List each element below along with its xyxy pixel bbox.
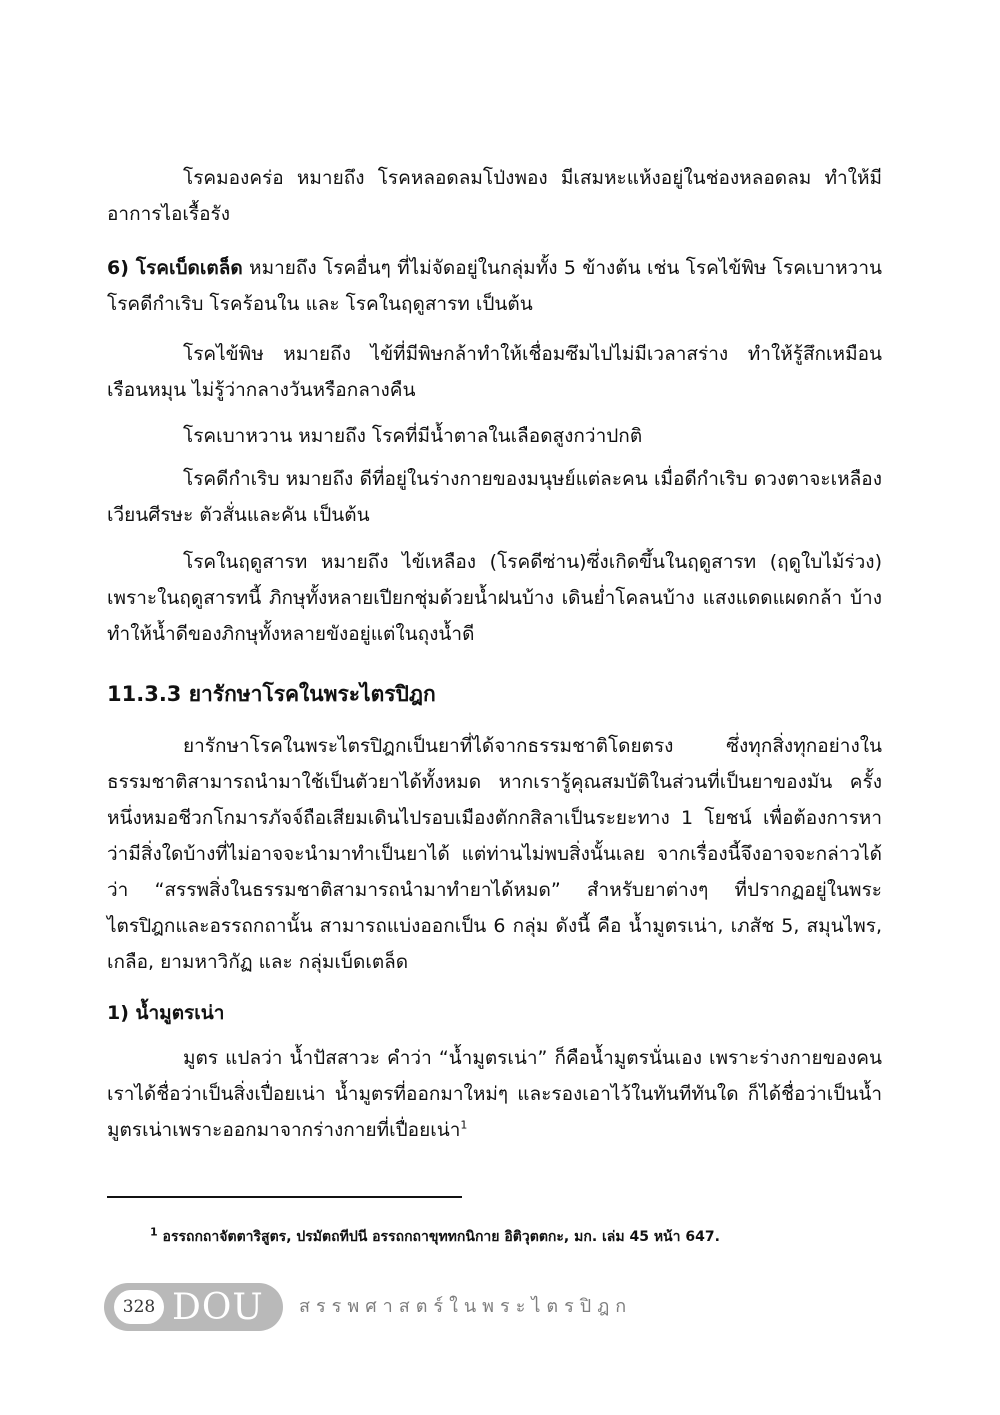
footnote: [150, 1226, 870, 1248]
footnote-marker: 1: [150, 1225, 158, 1239]
paragraph-diabetes: โรคเบาหวาน หมายถึง โรคที่มีน้ำตาลในเลือดสูงกว่าปกติ: [183, 425, 643, 447]
page-number: 328: [114, 1290, 164, 1324]
footnote-reference: 1: [460, 1118, 468, 1132]
paragraph-toxic-fever: โรคไข้พิษ หมายถึง ไข้ที่มีพิษกล้าทำให้เชื่อมซึมไปไม่มีเวลาสร่าง ทำให้รู้สึกเหมือนเรือนหมุน ไม่รู้ว่ากลางวันหรือกลางคืน: [107, 343, 882, 401]
paragraph-bile-disorder: โรคดีกำเริบ หมายถึง ดีที่อยู่ในร่างกายของมนุษย์แต่ละคน เมื่อดีกำเริบ ดวงตาจะเหลืองเวียนศีรษะ ตัวสั่นและคัน เป็นต้น: [107, 468, 882, 526]
misc-diseases-label: 6) โรคเบ็ดเตล็ด: [107, 257, 243, 279]
paragraph-misc-diseases: [107, 250, 882, 322]
paragraph-bronchiectasis: โรคมองคร่อ หมายถึง โรคหลอดลมโป่งพอง มีเสมหะแห้งอยู่ในช่องหลอดลม ทำให้มีอาการไอเรื้อรัง: [107, 167, 882, 225]
book-title: สรรพศาสตร์ในพระไตรปิฎก: [299, 1296, 633, 1317]
footnote-divider: [107, 1196, 462, 1198]
paragraph-autumn-disease: โรคในฤดูสารท หมายถึง ไข้เหลือง (โรคดีซ่าน)ซึ่งเกิดขึ้นในฤดูสารท (ฤดูใบไม้ร่วง) เพราะในฤดูสารทนี้ ภิกษุทั้งหลายเปียกชุ่มด้วยน้ำฝนบ้าง เดินย่ำโคลนบ้าง แสงแดดแผดกล้า บ้าง ทำให้น้ำดีของภิกษุทั้งหลายขังอยู่แต่ในถุงน้ำดี: [107, 551, 882, 645]
footnote-text: อรรถกถาจัตตาริสูตร, ปรมัตถทีปนี อรรถกถาขุททกนิกาย อิติวุตตกะ, มก. เล่ม 45 หน้า 647.: [157, 1229, 720, 1245]
section-heading: 11.3.3 ยารักษาโรคในพระไตรปิฎก: [107, 682, 436, 706]
dou-logo: DOU: [172, 1287, 264, 1328]
sub-heading-fermented-urine: 1) น้ำมูตรเน่า: [107, 1002, 225, 1024]
fermented-urine-text: มูตร แปลว่า น้ำปัสสาวะ คำว่า “น้ำมูตรเน่า” ก็คือน้ำมูตรนั่นเอง เพราะร่างกายของคนเราได้ชื่อว่าเป็นสิ่งเปื่อยเน่า น้ำมูตรที่ออกมาใหม่ๆ และรองเอาไว้ในทันทีทันใด ก็ได้ชื่อว่าเป็นน้ำมูตรเน่าเพราะออกมาจากร่างกายที่เปื่อยเน่า: [107, 1047, 882, 1141]
paragraph-medicines-intro: ยารักษาโรคในพระไตรปิฎกเป็นยาที่ได้จากธรรมชาติโดยตรง ซึ่งทุกสิ่งทุกอย่างในธรรมชาติสามารถนำมาใช้เป็นตัวยาได้ทั้งหมด หากเรารู้คุณสมบัติในส่วนที่เป็นยาของมัน ครั้งหนึ่งหมอชีวกโกมารภัจจ์ถือเสียมเดินไปรอบเมืองตักกสิลาเป็นระยะทาง 1 โยชน์ เพื่อต้องการหาว่ามีสิ่งใดบ้างที่ไม่อาจจะนำมาทำเป็นยาได้ แต่ท่านไม่พบสิ่งนั้นเลย จากเรื่องนี้จึงอาจจะกล่าวได้ว่า “สรรพสิ่งในธรรมชาติสามารถนำมาทำยาได้หมด” สำหรับยาต่างๆ ที่ปรากฏอยู่ในพระไตรปิฎกและอรรถกถานั้น สามารถแบ่งออกเป็น 6 กลุ่ม ดังนี้ คือ น้ำมูตรเน่า, เภสัช 5, สมุนไพร, เกลือ, ยามหาวิกัฏ และ กลุ่มเบ็ดเตล็ด: [107, 735, 882, 973]
paragraph-fermented-urine: [107, 1040, 882, 1148]
misc-diseases-text: หมายถึง โรคอื่นๆ ที่ไม่จัดอยู่ในกลุ่มทั้ง 5 ข้างต้น เช่น โรคไข้พิษ โรคเบาหวาน โรคดีกำเริบ โรคร้อนใน และ โรคในฤดูสารท เป็นต้น: [107, 257, 882, 315]
